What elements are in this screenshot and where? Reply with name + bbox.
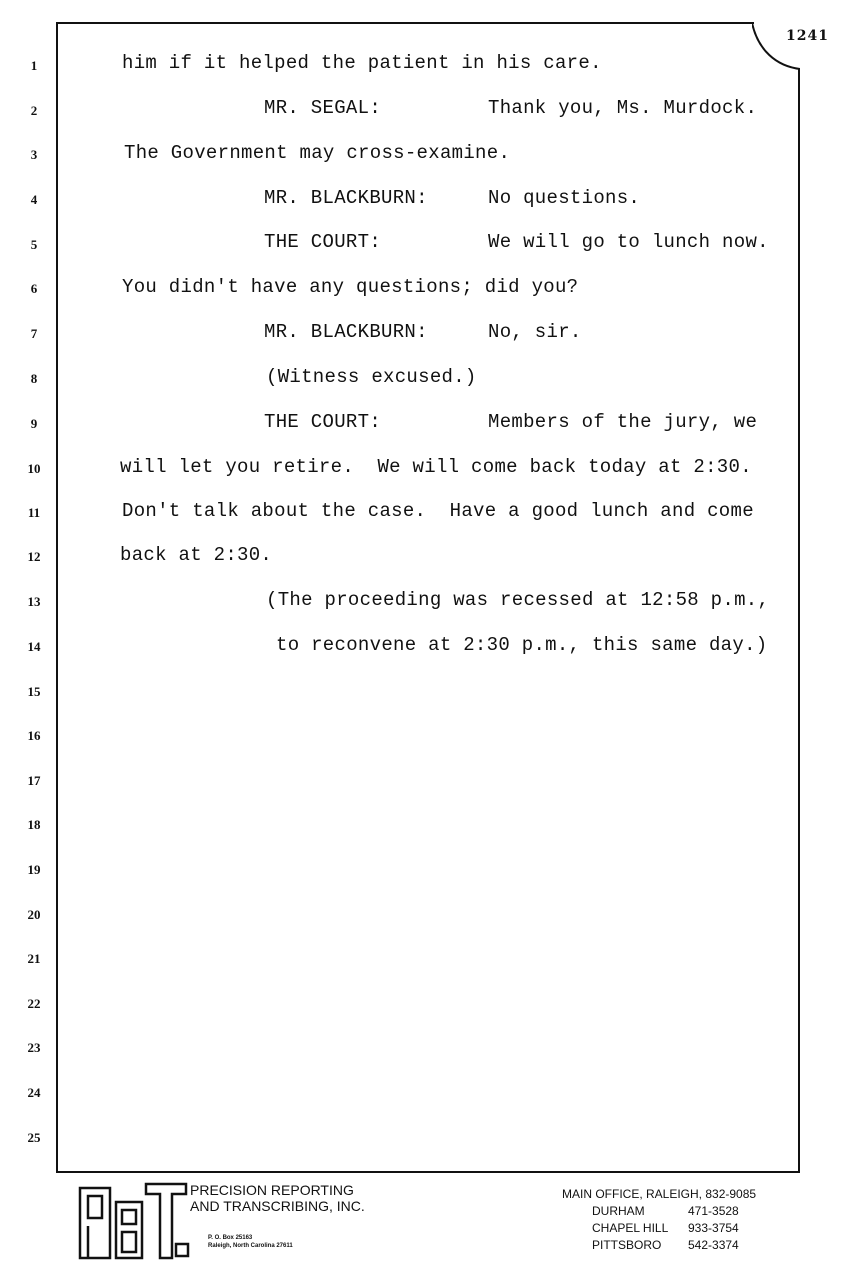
transcript-line: back at 2:30. xyxy=(120,544,273,566)
line-number: 9 xyxy=(30,416,38,431)
speaker-label: MR. BLACKBURN: xyxy=(264,321,428,343)
line-number: 20 xyxy=(27,907,41,922)
right-border xyxy=(798,68,800,1172)
transcript-line: Don't talk about the case. Have a good lunch and come xyxy=(122,500,754,522)
transcript-line: You didn't have any questions; did you? xyxy=(122,276,579,298)
left-margin-rule xyxy=(56,22,58,1172)
line-number: 7 xyxy=(30,326,38,341)
line-number: 14 xyxy=(27,639,41,654)
page-footer xyxy=(0,1178,860,1272)
line-number: 18 xyxy=(27,817,41,832)
transcript-line: will let you retire. We will come back today at 2:30. xyxy=(120,456,752,478)
parenthetical: (Witness excused.) xyxy=(266,366,477,388)
transcript-line: Members of the jury, we xyxy=(488,411,758,433)
parenthetical: (The proceeding was recessed at 12:58 p.m., xyxy=(266,589,770,611)
line-number: 24 xyxy=(27,1085,41,1100)
page-number: 1241 xyxy=(786,28,829,44)
line-number: 11 xyxy=(27,505,41,520)
office-city: CHAPEL HILL xyxy=(592,1221,669,1235)
line-number: 3 xyxy=(30,147,38,162)
transcript-line: him if it helped the patient in his care. xyxy=(122,52,602,74)
line-number: 21 xyxy=(27,951,41,966)
company-logo xyxy=(78,1182,190,1260)
transcript-line: No, sir. xyxy=(488,321,582,343)
line-number: 8 xyxy=(30,371,38,386)
company-name-line2: AND TRANSCRIBING, INC. xyxy=(190,1198,365,1214)
office-row xyxy=(562,1220,756,1237)
line-number: 15 xyxy=(27,684,41,699)
speaker-label: MR. BLACKBURN: xyxy=(264,187,428,209)
office-list xyxy=(562,1186,756,1254)
office-phone: 542-3374 xyxy=(688,1238,739,1252)
bottom-border xyxy=(56,1171,800,1173)
office-row xyxy=(562,1237,756,1254)
office-row xyxy=(562,1203,756,1220)
main-office: MAIN OFFICE, RALEIGH, 832-9085 xyxy=(562,1187,757,1201)
speaker-label: THE COURT: xyxy=(264,411,382,433)
office-city: DURHAM xyxy=(592,1204,645,1218)
line-number: 25 xyxy=(27,1130,41,1145)
parenthetical: to reconvene at 2:30 p.m., this same day.) xyxy=(276,634,768,656)
line-number: 17 xyxy=(27,773,41,788)
transcript-line: No questions. xyxy=(488,187,641,209)
line-number: 12 xyxy=(27,549,41,564)
line-number: 19 xyxy=(27,862,41,877)
line-number: 2 xyxy=(30,103,38,118)
speaker-label: MR. SEGAL: xyxy=(264,97,382,119)
line-number: 4 xyxy=(30,192,38,207)
office-phone: 471-3528 xyxy=(688,1204,739,1218)
line-number: 1 xyxy=(30,58,38,73)
office-city: PITTSBORO xyxy=(592,1238,662,1252)
line-number: 22 xyxy=(27,996,41,1011)
transcript-line: The Government may cross-examine. xyxy=(124,142,511,164)
company-name xyxy=(190,1182,365,1214)
speaker-label: THE COURT: xyxy=(264,231,382,253)
company-name-line1: PRECISION REPORTING xyxy=(190,1182,354,1198)
line-number: 13 xyxy=(27,594,41,609)
line-number: 10 xyxy=(27,461,41,476)
line-number: 16 xyxy=(27,728,41,743)
office-phone: 933-3754 xyxy=(688,1221,739,1235)
transcript-line: Thank you, Ms. Murdock. xyxy=(488,97,758,119)
line-number: 6 xyxy=(30,281,38,296)
line-number: 23 xyxy=(27,1040,41,1055)
company-address xyxy=(208,1234,293,1250)
top-border xyxy=(56,22,754,24)
transcript-line: We will go to lunch now. xyxy=(488,231,769,253)
address-line1: P. O. Box 25163 xyxy=(208,1235,253,1241)
line-number: 5 xyxy=(30,237,38,252)
address-line2: Raleigh, North Carolina 27611 xyxy=(208,1243,293,1249)
